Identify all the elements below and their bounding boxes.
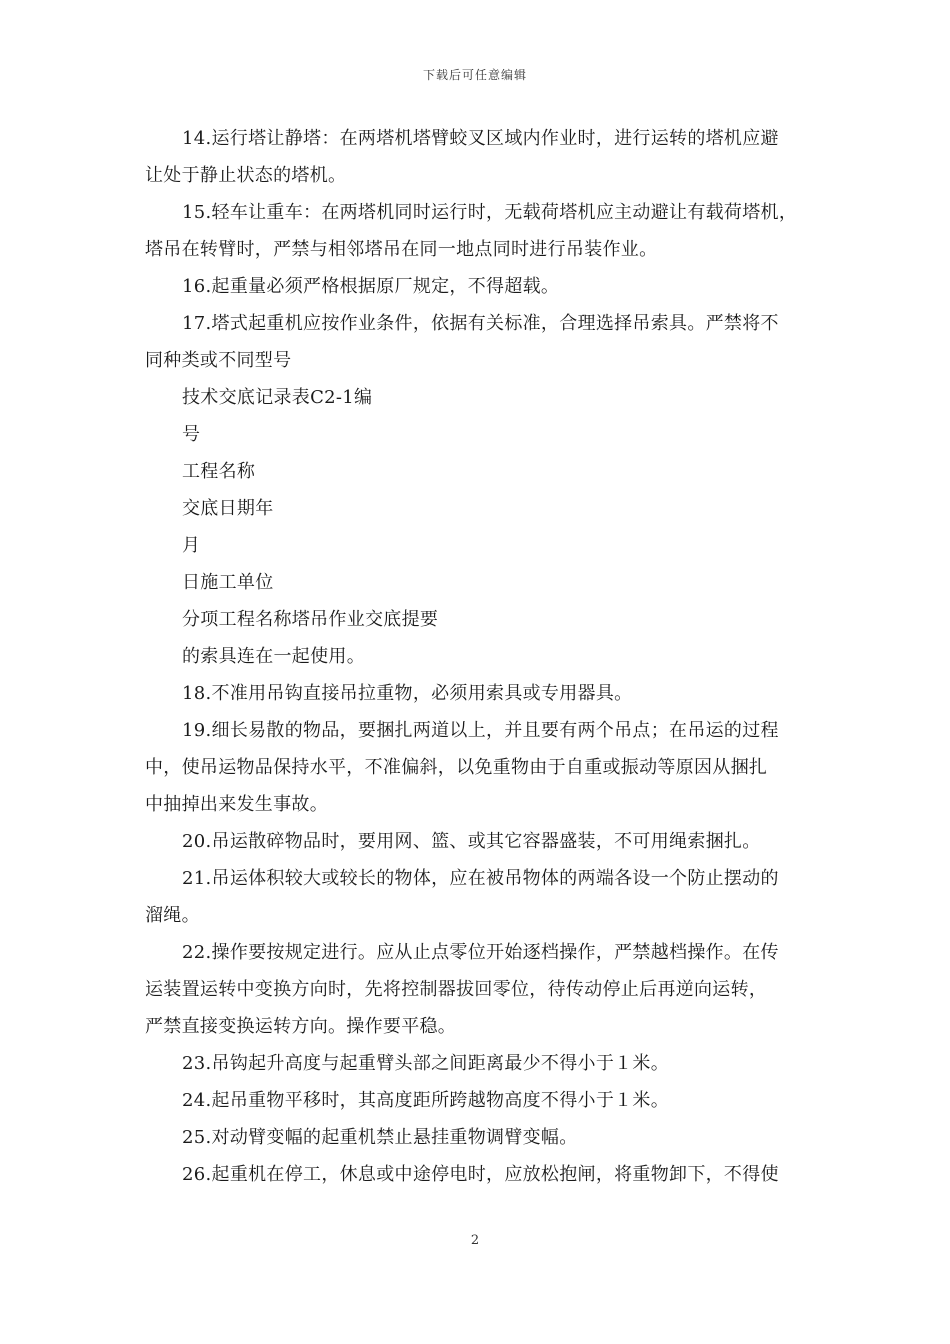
text-line: 运装置运转中变换方向时，先将控制器拔回零位，待传动停止后再逆向运转， [145, 979, 768, 1000]
text-line: 工程名称 [182, 461, 256, 482]
text-line: 20.吊运散碎物品时，要用网、篮、或其它容器盛装，不可用绳索捆扎。 [182, 831, 761, 852]
text-line: 中抽掉出来发生事故。 [145, 794, 328, 815]
text-line: 分项工程名称塔吊作业交底提要 [182, 609, 439, 630]
text-line: 技术交底记录表C2-1编 [182, 387, 373, 408]
text-line: 溜绳。 [145, 905, 200, 926]
text-line: 日施工单位 [182, 572, 274, 593]
text-line: 25.对动臂变幅的起重机禁止悬挂重物调臂变幅。 [182, 1127, 578, 1148]
page-number: 2 [470, 1233, 480, 1248]
text-line: 22.操作要按规定进行。应从止点零位开始逐档操作，严禁越档操作。在传 [182, 942, 779, 963]
text-line: 26.起重机在停工，休息或中途停电时，应放松抱闸，将重物卸下，不得使 [182, 1164, 779, 1185]
text-line: 19.细长易散的物品，要捆扎两道以上，并且要有两个吊点；在吊运的过程 [182, 720, 779, 741]
page-header: 下载后可任意编辑 [422, 68, 527, 82]
text-line: 塔吊在转臂时，严禁与相邻塔吊在同一地点同时进行吊装作业。 [145, 239, 658, 260]
text-line: 17.塔式起重机应按作业条件，依据有关标准，合理选择吊索具。严禁将不 [182, 313, 779, 334]
text-line: 月 [182, 535, 201, 556]
text-line: 号 [182, 424, 201, 445]
text-line: 21.吊运体积较大或较长的物体，应在被吊物体的两端各设一个防止摆动的 [182, 868, 779, 889]
text-line: 让处于静止状态的塔机。 [145, 165, 347, 186]
text-line: 交底日期年 [182, 498, 274, 519]
text-line: 24.起吊重物平移时，其高度距所跨越物高度不得小于１米。 [182, 1090, 670, 1111]
text-line: 中，使吊运物品保持水平，不准偏斜，以免重物由于自重或振动等原因从捆扎 [145, 757, 768, 778]
text-line: 的索具连在一起使用。 [182, 646, 365, 667]
text-line: 14.运行塔让静塔：在两塔机塔臂蛟叉区域内作业时，进行运转的塔机应避 [182, 128, 779, 149]
text-line: 严禁直接变换运转方向。操作要平稳。 [145, 1016, 457, 1037]
text-line: 15.轻车让重车：在两塔机同时运行时，无载荷塔机应主动避让有载荷塔机， [182, 202, 798, 223]
text-line: 23.吊钩起升高度与起重臂头部之间距离最少不得小于１米。 [182, 1053, 670, 1074]
text-line: 18.不准用吊钩直接吊拉重物，必须用索具或专用器具。 [182, 683, 633, 704]
document-body [145, 120, 810, 1193]
text-line: 同种类或不同型号 [145, 350, 292, 371]
text-line: 16.起重量必须严格根据原厂规定，不得超载。 [182, 276, 560, 297]
